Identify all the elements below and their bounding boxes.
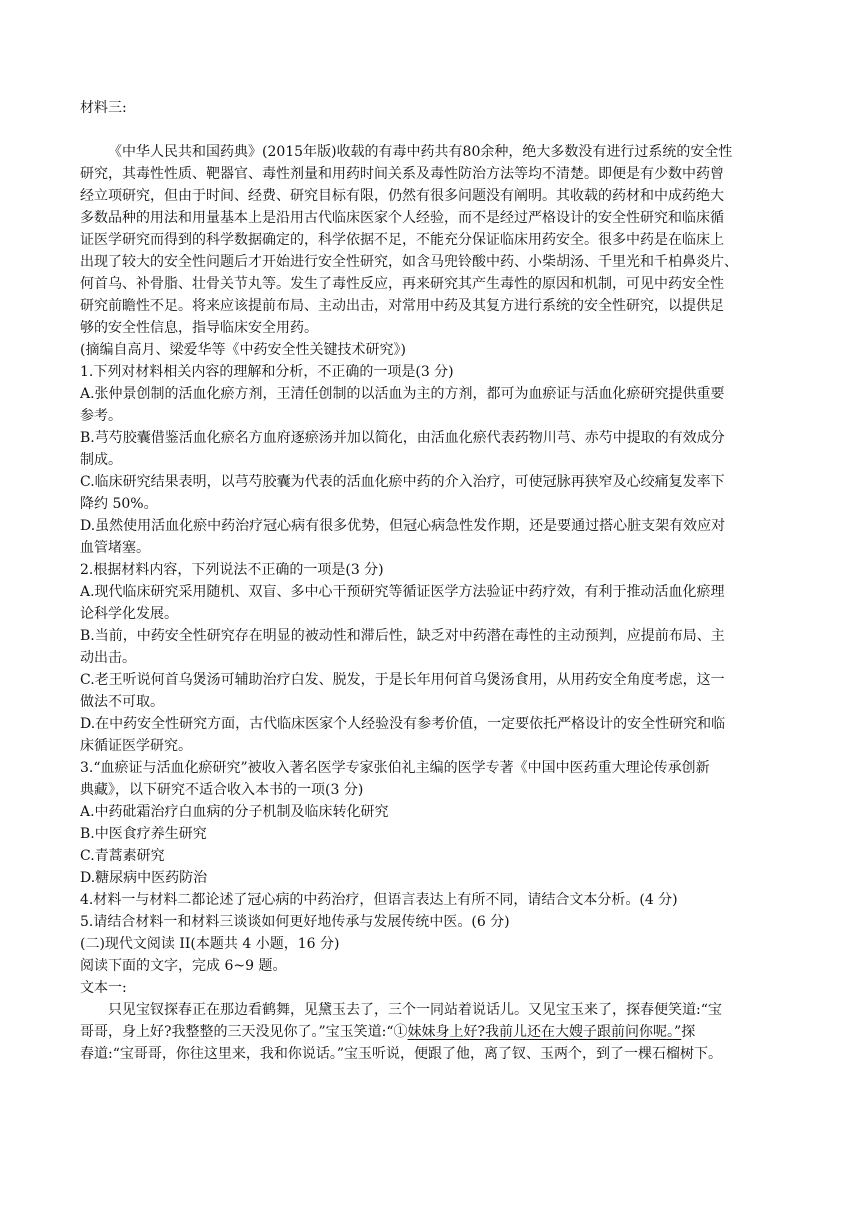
text1-label: 文本一: [80, 980, 127, 996]
material-paragraph-line: 何首乌、补骨脂、壮骨关节丸等。发生了毒性反应，再来研究其产生毒性的原因和机制，可见中药安全性 [80, 276, 724, 292]
q2-option-d-cont: 床循证医学研究。 [80, 738, 192, 754]
q2-option-b-cont: 动出击。 [80, 650, 136, 666]
q1-option-c: C.临床研究结果表明，以芎芍胶囊为代表的活血化瘀中药的介入治疗，可使冠脉再狭窄及心绞痛复发率下 [80, 474, 725, 490]
q1-option-a: A.张仲景创制的活血化瘀方剂，王清任创制的以活血为主的方剂，都可为血瘀证与活血化瘀研究提供重要 [80, 386, 725, 402]
passage-text: 探 [681, 1024, 696, 1040]
question-3-stem: 3.“血瘀证与活血化瘀研究”被收入著名医学专家张伯礼主编的医学专著《中国中医药重大理论传承创新 [80, 760, 710, 776]
material-paragraph-line: 出现了较大的安全性问题后才开始进行安全性研究，如含马兜铃酸中药、小柴胡汤、千里光和千柏鼻炎片、 [80, 254, 738, 270]
q1-option-c-cont: 降约 50%。 [80, 496, 158, 512]
material-paragraph-line: 《中华人民共和国药典》(2015年版)收载的有毒中药共有80余种，绝大多数没有进行过系统的安全性 [108, 144, 733, 160]
question-2-stem: 2.根据材料内容，下列说法不正确的一项是(3 分) [80, 562, 384, 578]
section-heading: (二)现代文阅读 II(本题共 4 小题，16 分) [80, 936, 340, 952]
material-source: (摘编自高月、梁爱华等《中药安全性关键技术研究》) [80, 342, 406, 358]
question-3-stem-cont: 典藏》，以下研究不适合收入本书的一项(3 分) [80, 782, 364, 798]
q1-option-d: D.虽然使用活血化瘀中药治疗冠心病有很多优势，但冠心病急性发作期，还是要通过搭心脏支架有效应对 [80, 518, 726, 534]
material-paragraph-line: 证医学研究而得到的科学数据确定的，科学依据不足，不能充分保证临床用药安全。很多中药是在临床上 [80, 232, 724, 248]
underlined-sentence: 妹妹身上好?我前儿还在大嫂子跟前问你呢。” [407, 1024, 682, 1040]
material-paragraph-line: 研究，其毒性性质、靶器官、毒性剂量和用药时间关系及毒性防治方法等均不清楚。即便是有少数中药曾 [80, 166, 724, 182]
passage-text: 哥哥，身上好?我整整的三天没见你了。”宝玉笑道:“① [80, 1024, 408, 1040]
material-paragraph-line: 多数品种的用法和用量基本上是沿用古代临床医家个人经验，而不是经过严格设计的安全性研究和临床循 [80, 210, 724, 226]
passage-line [80, 1021, 786, 1043]
q2-option-c: C.老王听说何首乌煲汤可辅助治疗白发、脱发，于是长年用何首乌煲汤食用，从用药安全角度考虑，这一 [80, 672, 725, 688]
q1-option-a-cont: 参考。 [80, 408, 122, 424]
passage-line: 春道:“宝哥哥，你往这里来，我和你说话。”宝玉听说，便跟了他，离了钗、玉两个，到了一棵石榴树下。 [80, 1046, 723, 1062]
q1-option-b-cont: 制成。 [80, 452, 122, 468]
material-paragraph-line: 经立项研究，但由于时间、经费、研究目标有限，仍然有很多问题没有阐明。其收载的药材和中成药绝大 [80, 188, 724, 204]
q2-option-b: B.当前，中药安全性研究存在明显的被动性和滞后性，缺乏对中药潜在毒性的主动预判，应提前布局、主 [80, 628, 725, 644]
question-4: 4.材料一与材料二都论述了冠心病的中药治疗，但语言表达上有所不同，请结合文本分析。(4 分) [80, 892, 678, 908]
q3-option-c: C.青蒿素研究 [80, 848, 165, 864]
q1-option-d-cont: 血管堵塞。 [80, 540, 150, 556]
question-1-stem: 1.下列对材料相关内容的理解和分析，不正确的一项是(3 分) [80, 364, 454, 380]
question-5: 5.请结合材料一和材料三谈谈如何更好地传承与发展传统中医。(6 分) [80, 914, 510, 930]
material-label: 材料三: [80, 100, 127, 116]
q2-option-d: D.在中药安全性研究方面，古代临床医家个人经验没有参考价值，一定要依托严格设计的安全性研究和临 [80, 716, 726, 732]
q2-option-a: A.现代临床研究采用随机、双盲、多中心干预研究等循证医学方法验证中药疗效，有利于推动活血化瘀理 [80, 584, 725, 600]
section-instruction: 阅读下面的文字，完成 6~9 题。 [80, 958, 287, 974]
passage-line: 只见宝钗探春正在那边看鹤舞，见黛玉去了，三个一同站着说话儿。又见宝玉来了，探春便笑道:“宝 [108, 1002, 722, 1018]
material-paragraph-line: 够的安全性信息，指导临床安全用药。 [80, 320, 318, 336]
q3-option-b: B.中医食疗养生研究 [80, 826, 207, 842]
q2-option-c-cont: 做法不可取。 [80, 694, 164, 710]
q2-option-a-cont: 论科学化发展。 [80, 606, 178, 622]
material-paragraph-line: 研究前瞻性不足。将来应该提前布局、主动出击，对常用中药及其复方进行系统的安全性研究，以提供足 [80, 298, 724, 314]
document-page [80, 97, 786, 1065]
q3-option-a: A.中药砒霜治疗白血病的分子机制及临床转化研究 [80, 804, 389, 820]
q1-option-b: B.芎芍胶囊借鉴活血化瘀名方血府逐瘀汤并加以简化，由活血化瘀代表药物川芎、赤芍中提取的有效成分 [80, 430, 725, 446]
blank-line [80, 119, 786, 141]
q3-option-d: D.糖尿病中医药防治 [80, 870, 208, 886]
